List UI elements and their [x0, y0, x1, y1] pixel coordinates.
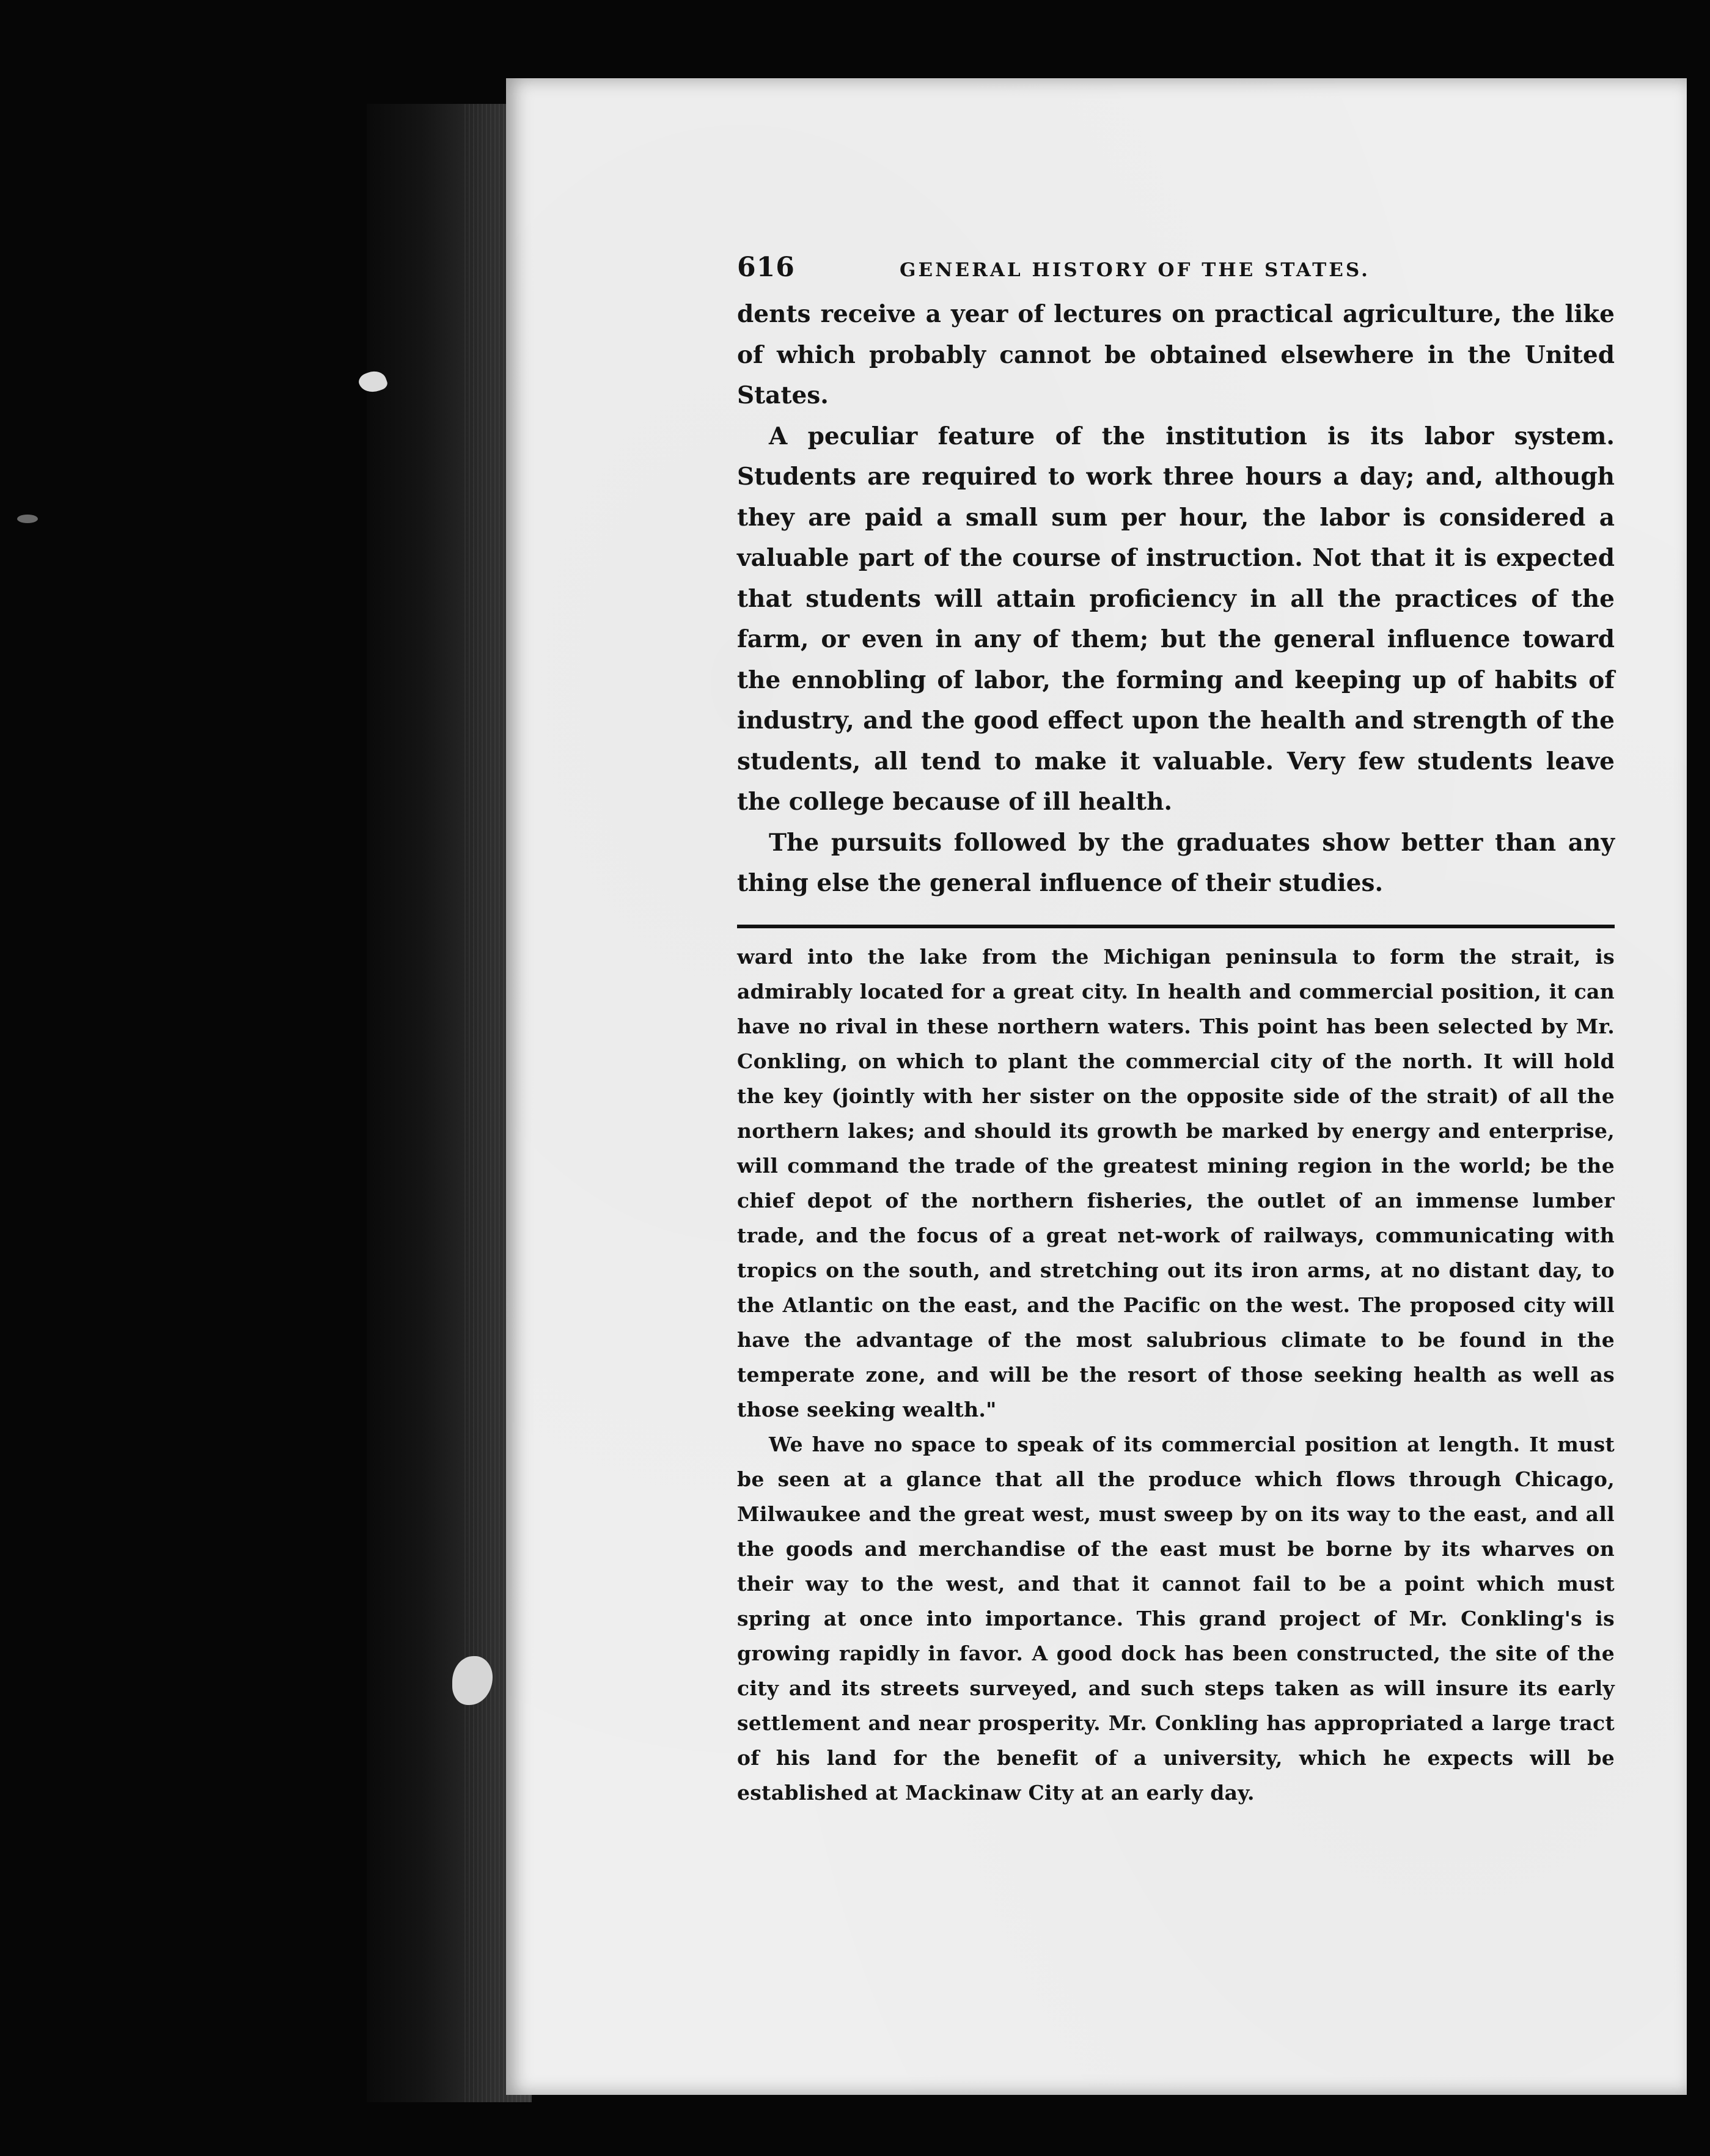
scan-speck [17, 515, 38, 523]
running-head [737, 252, 1615, 283]
main-paragraph-1: dents receive a year of lectures on practical agriculture, the like of which probably cannot be obtained elsewhere in the United States. [737, 300, 1615, 409]
footnote-paragraph-2: We have no space to speak of its commercial position at length. It must be seen at a glance that all the produce which flows through Chicago, Milwaukee and the great west, must sweep by on its way to the east, and all the goods and merchandise of the east must be borne by its wharves on their way to the west, and that it cannot fail to be a point which must spring at once into importance. This grand project of Mr. Conkling's is growing rapidly in favor. A good dock has been constructed, the site of the city and its streets surveyed, and such steps taken as will insure its early settlement and near prosperity. Mr. Conkling has appropriated a large tract of his land for the benefit of a university, which he expects will be established at Mackinaw City at an early day. [737, 1432, 1615, 1805]
main-paragraph-2: A peculiar feature of the institution is its labor system. Students are required to work three hours a day; and, although they are paid a small sum per hour, the labor is considered a valuable part of the course of instruction. Not that it is expected that students will attain proficiency in all the practices of the farm, or even in any of them; but the general influence toward the ennobling of labor, the forming and keeping up of habits of industry, and the good effect upon the health and strength of the students, all tend to make it valuable. Very few students leave the college because of ill health. [737, 422, 1615, 816]
footnote-separator-rule [737, 925, 1615, 928]
page-text-block [737, 252, 1615, 1810]
footnote-paragraph-1: ward into the lake from the Michigan peninsula to form the strait, is admirably located for a great city. In health and commercial position, it can have no rival in these northern waters. This point has been selected by Mr. Conkling, on which to plant the commercial city of the north. It will hold the key (jointly with her sister on the opposite side of the strait) of all the northern lakes; and should its growth be marked by energy and enterprise, will command the trade of the greatest mining region in the world; be the chief depot of the northern fisheries, the outlet of an immense lumber trade, and the focus of a great net-work of railways, communicating with tropics on the south, and stretching out its iron arms, at no distant day, to the Atlantic on the east, and the Pacific on the west. The proposed city will have the advantage of the most salubrious climate to be found in the temperate zone, and will be the resort of those seeking health as well as those seeking wealth." [737, 944, 1615, 1421]
page-number: 616 [737, 252, 795, 283]
running-head-title: GENERAL HISTORY OF THE STATES. [900, 259, 1370, 281]
main-paragraph-3: The pursuits followed by the graduates show better than any thing else the general influence of their studies. [737, 828, 1615, 897]
